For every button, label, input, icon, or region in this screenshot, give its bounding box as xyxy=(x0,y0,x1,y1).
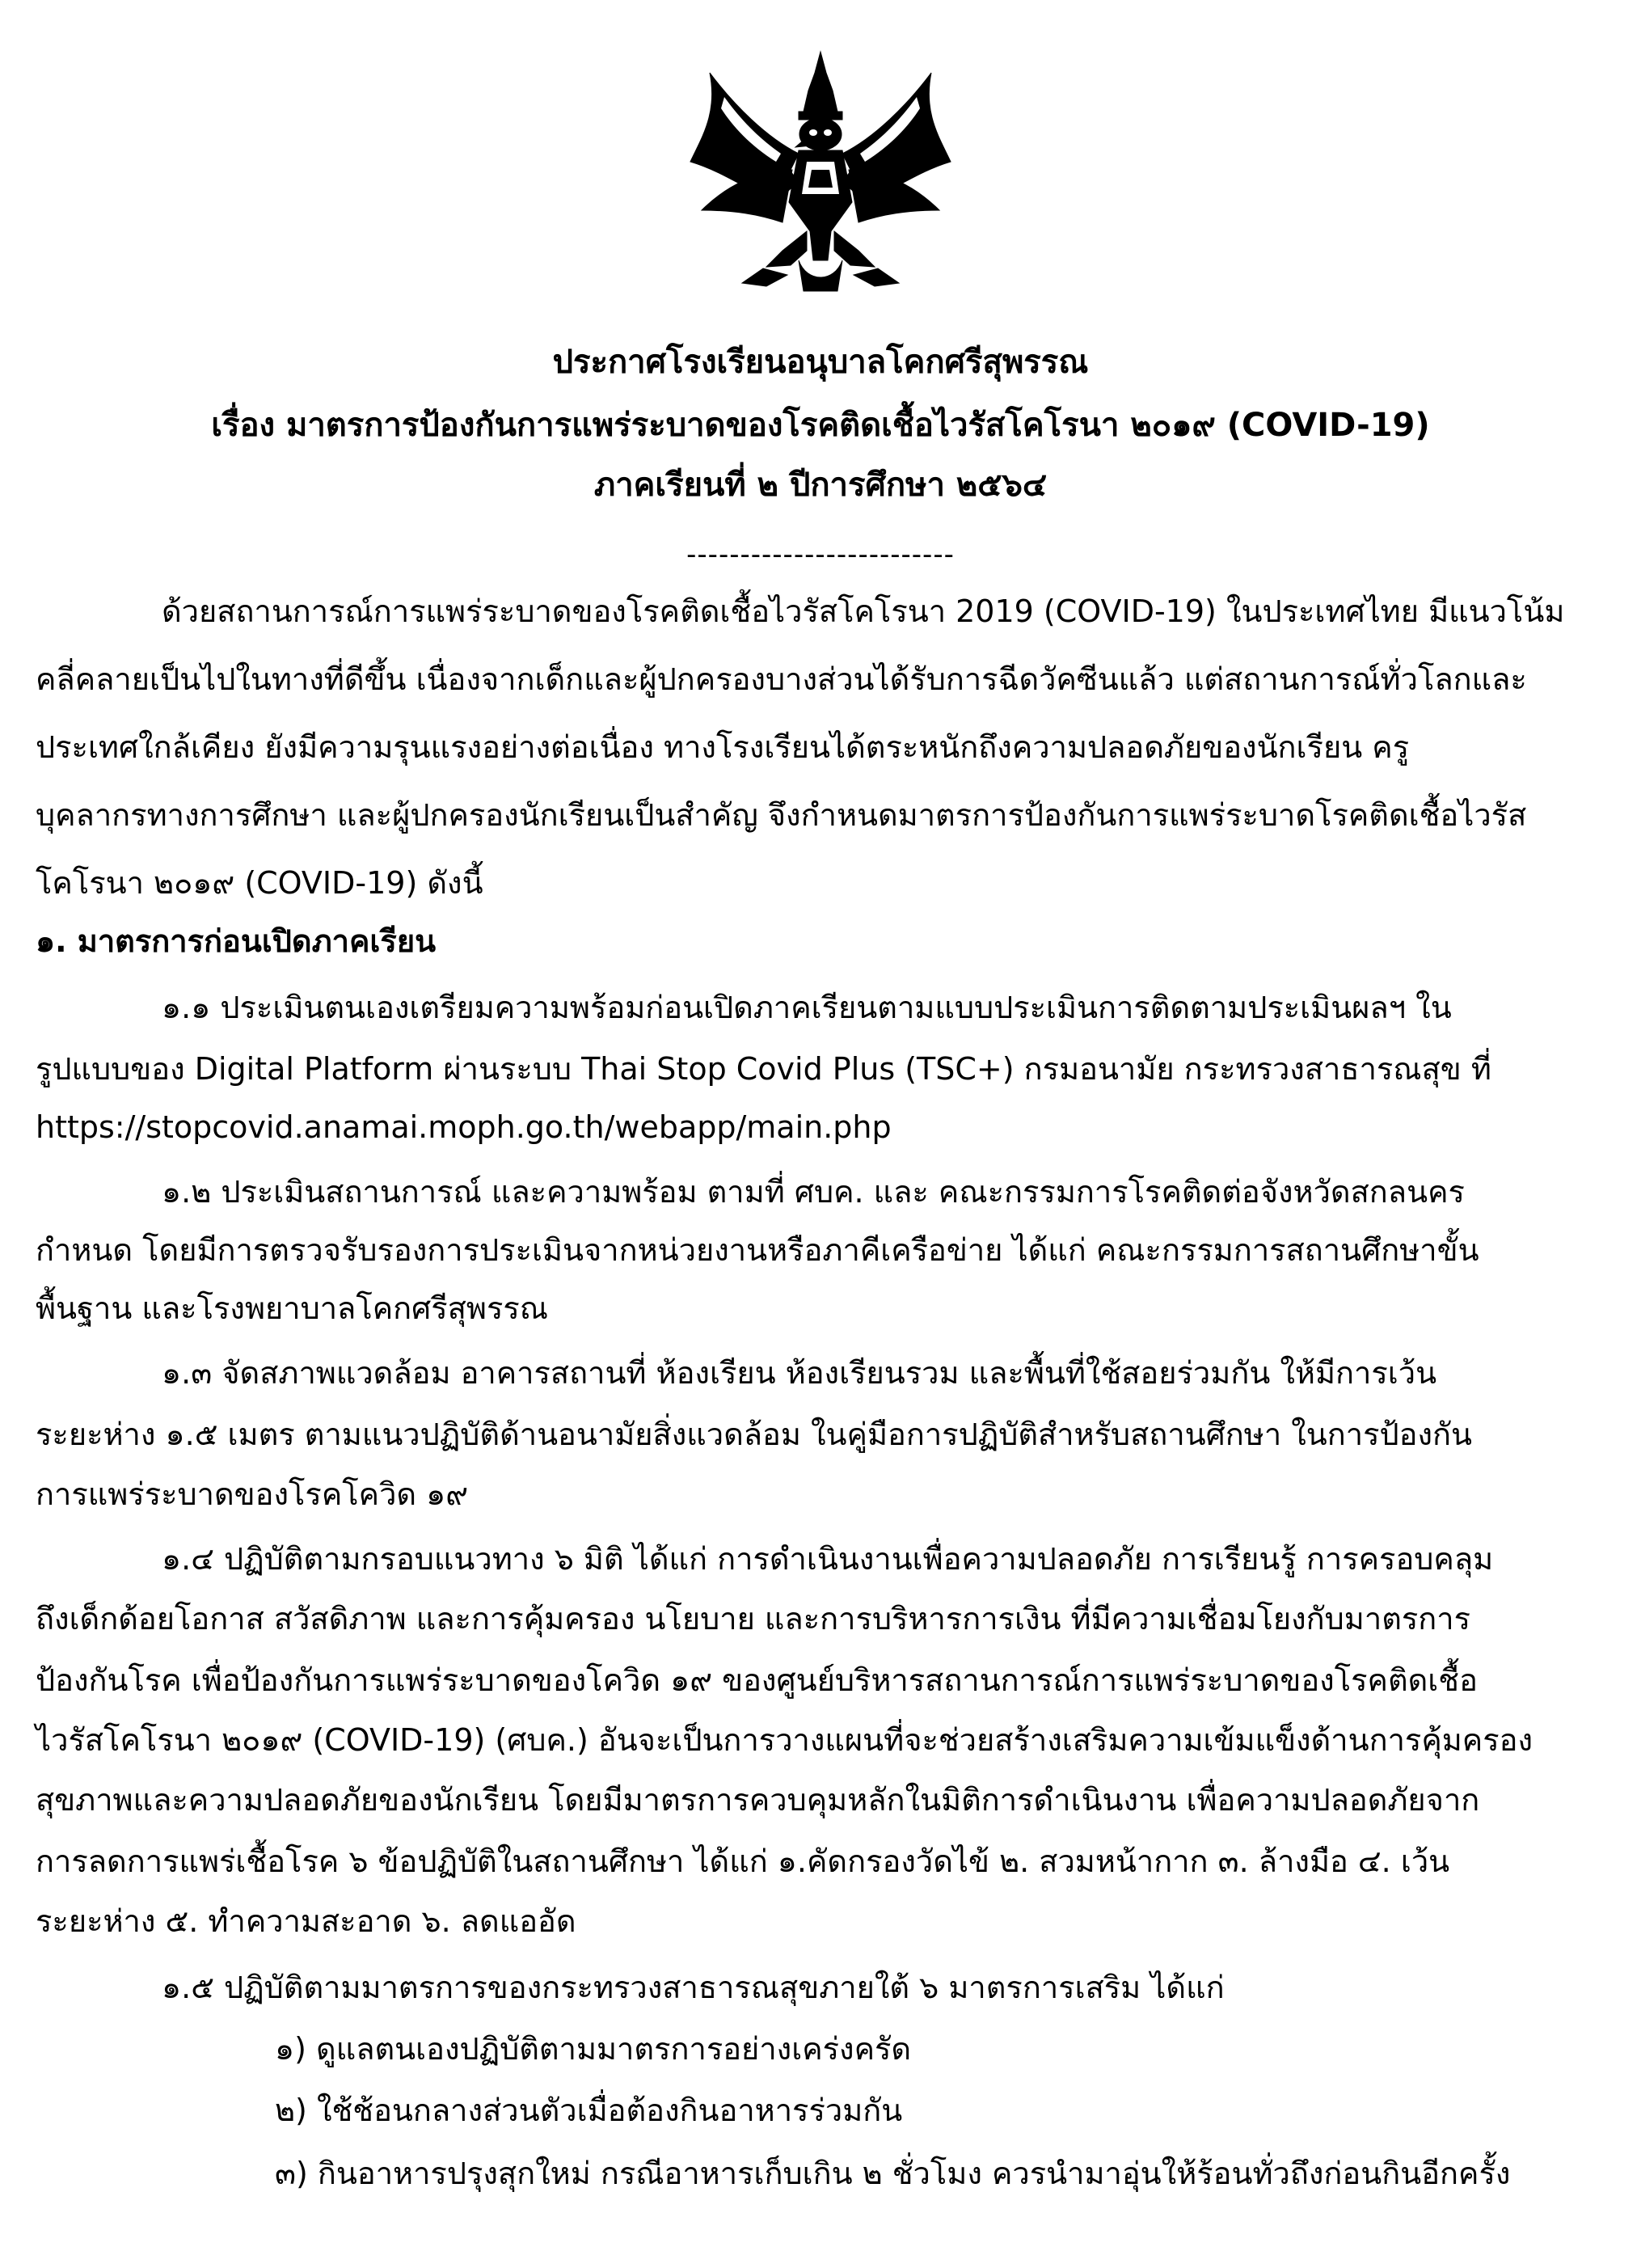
intro-line: โคโรนา ๒๐๑๙ (COVID-19) ดังนี้ xyxy=(36,865,483,901)
header-divider: ------------------------- xyxy=(686,538,955,571)
intro-line: บุคลากรทางการศึกษา และผู้ปกครองนักเรียนเป็นสำคัญ จึงกำหนดมาตรการป้องกันการแพร่ระบาดโรคติดเชื้อไวรัส xyxy=(36,797,1527,833)
announcement-subject: เรื่อง มาตรการป้องกันการแพร่ระบาดของโรคติดเชื้อไวรัสโคโรนา ๒๐๑๙ (COVID-19) xyxy=(211,407,1430,444)
garuda-emblem xyxy=(686,49,955,304)
paragraph-1-4-line: ป้องกันโรค เพื่อป้องกันการแพร่ระบาดของโควิด ๑๙ ของศูนย์บริหารสถานการณ์การแพร่ระบาดของโรคติดเชื้อ xyxy=(36,1662,1478,1698)
paragraph-1-4-line: ไวรัสโคโรนา ๒๐๑๙ (COVID-19) (ศบค.) อันจะเป็นการวางแผนที่จะช่วยสร้างเสริมความเข้มแข็งด้านการคุ้มครอง xyxy=(36,1722,1533,1758)
paragraph-1-4-line: ระยะห่าง ๕. ทำความสะอาด ๖. ลดแออัด xyxy=(36,1903,576,1939)
paragraph-1-4-line: ๑.๔ ปฏิบัติตามกรอบแนวทาง ๖ มิติ ได้แก่ การดำเนินงานเพื่อความปลอดภัย การเรียนรู้ การครอบคลุม xyxy=(162,1541,1494,1577)
paragraph-1-2-line: พื้นฐาน และโรงพยาบาลโคกศรีสุพรรณ xyxy=(36,1290,549,1326)
paragraph-1-4-line: การลดการแพร่เชื้อโรค ๖ ข้อปฏิบัติในสถานศึกษา ได้แก่ ๑.คัดกรองวัดไข้ ๒. สวมหน้ากาก ๓. ล้างมือ ๔. เว้น xyxy=(36,1844,1450,1879)
paragraph-1-2-line: ๑.๒ ประเมินสถานการณ์ และความพร้อม ตามที่ ศบค. และ คณะกรรมการโรคติดต่อจังหวัดสกลนคร xyxy=(162,1174,1465,1210)
announcement-term: ภาคเรียนที่ ๒ ปีการศึกษา ๒๕๖๔ xyxy=(593,467,1048,504)
paragraph-1-5: ๑.๕ ปฏิบัติตามมาตรการของกระทรวงสาธารณสุขภายใต้ ๖ มาตรการเสริม ได้แก่ xyxy=(162,1970,1225,2005)
list-item: ๓) กินอาหารปรุงสุกใหม่ กรณีอาหารเก็บเกิน ๒ ชั่วโมง ควรนำมาอุ่นให้ร้อนทั่วถึงก่อนกินอีกครั้ง xyxy=(275,2156,1511,2191)
list-item: ๒) ใช้ช้อนกลางส่วนตัวเมื่อต้องกินอาหารร่วมกัน xyxy=(275,2093,903,2128)
paragraph-1-1-line: รูปแบบของ Digital Platform ผ่านระบบ Thai Stop Covid Plus (TSC+) กรมอนามัย กระทรวงสาธารณสุข ที่ xyxy=(36,1051,1491,1087)
intro-line: ด้วยสถานการณ์การแพร่ระบาดของโรคติดเชื้อไวรัสโคโรนา 2019 (COVID-19) ในประเทศไทย มีแนวโน้ม xyxy=(162,593,1565,629)
paragraph-1-3-line: การแพร่ระบาดของโรคโควิด ๑๙ xyxy=(36,1476,469,1512)
paragraph-1-4-line: ถึงเด็กด้อยโอกาส สวัสดิภาพ และการคุ้มครอง นโยบาย และการบริหารการเงิน ที่มีความเชื่อมโยงกับมาตรการ xyxy=(36,1601,1471,1637)
intro-line: ประเทศใกล้เคียง ยังมีความรุนแรงอย่างต่อเนื่อง ทางโรงเรียนได้ตระหนักถึงความปลอดภัยของนักเรียน ครู xyxy=(36,729,1410,765)
paragraph-1-4-line: สุขภาพและความปลอดภัยของนักเรียน โดยมีมาตรการควบคุมหลักในมิติการดำเนินงาน เพื่อความปลอดภัยจาก xyxy=(36,1782,1480,1818)
paragraph-1-1-link: https://stopcovid.anamai.moph.go.th/webapp/main.php xyxy=(36,1109,892,1145)
section-1-title: ๑. มาตรการก่อนเปิดภาคเรียน xyxy=(36,923,437,959)
intro-line: คลี่คลายเป็นไปในทางที่ดีขึ้น เนื่องจากเด็กและผู้ปกครองบางส่วนได้รับการฉีดวัคซีนแล้ว แต่สถานการณ์ทั่วโลกและ xyxy=(36,661,1527,697)
paragraph-1-3-line: ๑.๓ จัดสภาพแวดล้อม อาคารสถานที่ ห้องเรียน ห้องเรียนรวม และพื้นที่ใช้สอยร่วมกัน ให้มีการเว้น xyxy=(162,1355,1437,1391)
paragraph-1-1-line: ๑.๑ ประเมินตนเองเตรียมความพร้อมก่อนเปิดภาคเรียนตามแบบประเมินการติดตามประเมินผลฯ ใน xyxy=(162,990,1452,1025)
paragraph-1-3-line: ระยะห่าง ๑.๕ เมตร ตามแนวปฏิบัติด้านอนามัยสิ่งแวดล้อม ในคู่มือการปฏิบัติสำหรับสถานศึกษา ในการป้องกัน xyxy=(36,1417,1473,1452)
paragraph-1-2-line: กำหนด โดยมีการตรวจรับรองการประเมินจากหน่วยงานหรือภาคีเครือข่าย ได้แก่ คณะกรรมการสถานศึกษาขั้น xyxy=(36,1232,1479,1268)
announcement-title: ประกาศโรงเรียนอนุบาลโคกศรีสุพรรณ xyxy=(552,344,1089,381)
list-item: ๑) ดูแลตนเองปฏิบัติตามมาตรการอย่างเคร่งครัด xyxy=(275,2031,912,2067)
